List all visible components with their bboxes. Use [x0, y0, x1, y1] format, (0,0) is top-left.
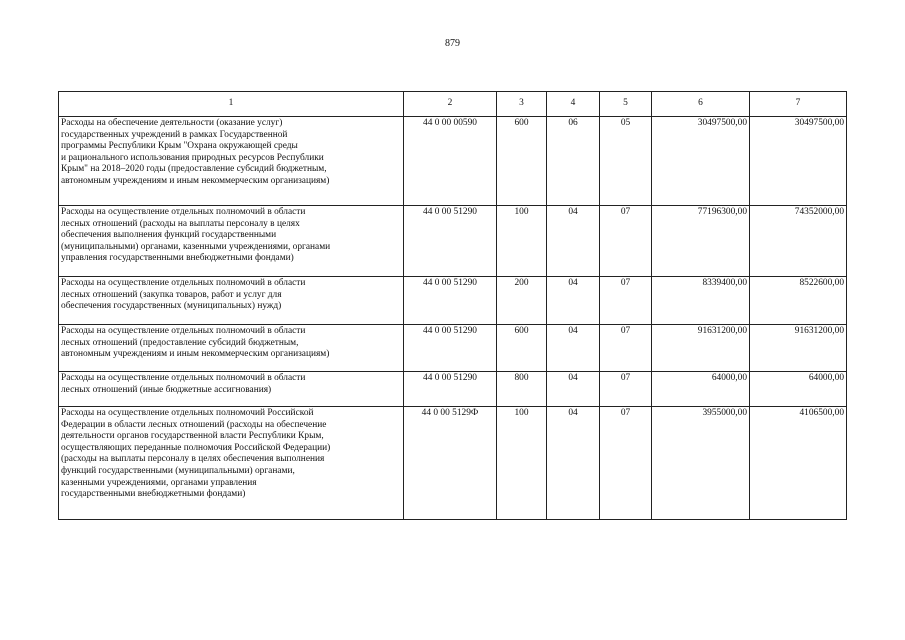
table-row — [59, 277, 847, 325]
amount-2-cell: 30497500,00 — [750, 117, 847, 206]
expense-type-cell: 800 — [497, 372, 547, 407]
description-line: лесных отношений (предоставление субсидий бюджетным, — [61, 337, 299, 348]
table-row — [59, 407, 847, 520]
amount-1-cell: 3955000,00 — [652, 407, 750, 520]
section-cell: 04 — [547, 206, 600, 277]
description-line: автономным учреждениям и иным некоммерческим организациям) — [61, 349, 330, 360]
target-code-cell: 44 0 00 51290 — [404, 277, 497, 325]
expense-type-cell: 200 — [497, 277, 547, 325]
subsection-cell: 07 — [600, 206, 652, 277]
row-description — [59, 325, 404, 372]
row-description — [59, 206, 404, 277]
amount-1-cell: 77196300,00 — [652, 206, 750, 277]
description-line: государственных учреждений в рамках Государственной — [61, 129, 288, 140]
description-line: обеспечения государственных (муниципальных) нужд) — [61, 301, 282, 312]
description-line: Расходы на осуществление отдельных полномочий Российской — [61, 408, 314, 418]
description-line: Крым" на 2018–2020 годы (предоставление субсидий бюджетным, — [61, 164, 327, 175]
target-code-cell: 44 0 00 00590 — [404, 117, 497, 206]
amount-2-cell: 91631200,00 — [750, 325, 847, 372]
subsection-cell: 07 — [600, 277, 652, 325]
header-cell-1: 1 — [59, 92, 404, 117]
section-cell: 04 — [547, 407, 600, 520]
row-description — [59, 407, 404, 520]
table-row — [59, 206, 847, 277]
description-line: Расходы на осуществление отдельных полномочий в области — [61, 207, 306, 217]
table-row — [59, 117, 847, 206]
header-cell-5: 5 — [600, 92, 652, 117]
description-line: деятельности органов государственной власти Республики Крым, — [61, 431, 324, 442]
page-number: 879 — [445, 38, 460, 49]
description-line: функций государственными (муниципальными) органами, — [61, 465, 295, 476]
subsection-cell: 05 — [600, 117, 652, 206]
description-line: лесных отношений (расходы на выплаты персоналу в целях — [61, 218, 300, 229]
table-row — [59, 325, 847, 372]
header-cell-6: 6 — [652, 92, 750, 117]
budget-table — [58, 91, 847, 520]
header-cell-4: 4 — [547, 92, 600, 117]
description-line: лесных отношений (иные бюджетные ассигнования) — [61, 384, 272, 395]
amount-2-cell: 8522600,00 — [750, 277, 847, 325]
amount-2-cell: 74352000,00 — [750, 206, 847, 277]
description-line: Расходы на осуществление отдельных полномочий в области — [61, 278, 306, 288]
amount-1-cell: 8339400,00 — [652, 277, 750, 325]
target-code-cell: 44 0 00 5129Ф — [404, 407, 497, 520]
description-line: Федерации в области лесных отношений (расходы на обеспечение — [61, 419, 327, 430]
header-cell-7: 7 — [750, 92, 847, 117]
description-line: Расходы на обеспечение деятельности (оказание услуг) — [61, 118, 283, 128]
description-line: программы Республики Крым "Охрана окружающей среды — [61, 141, 298, 152]
amount-1-cell: 30497500,00 — [652, 117, 750, 206]
target-code-cell: 44 0 00 51290 — [404, 372, 497, 407]
header-row — [59, 92, 847, 117]
amount-2-cell: 64000,00 — [750, 372, 847, 407]
target-code-cell: 44 0 00 51290 — [404, 325, 497, 372]
header-cell-2: 2 — [404, 92, 497, 117]
description-line: лесных отношений (закупка товаров, работ и услуг для — [61, 289, 282, 300]
subsection-cell: 07 — [600, 325, 652, 372]
section-cell: 04 — [547, 277, 600, 325]
description-line: Расходы на осуществление отдельных полномочий в области — [61, 326, 306, 336]
amount-2-cell: 4106500,00 — [750, 407, 847, 520]
expense-type-cell: 600 — [497, 117, 547, 206]
expense-type-cell: 100 — [497, 407, 547, 520]
section-cell: 06 — [547, 117, 600, 206]
description-line: обеспечения выполнения функций государственными — [61, 230, 277, 241]
description-line: управления государственными внебюджетными фондами) — [61, 253, 294, 264]
description-line: автономным учреждениям и иным некоммерческим организациям) — [61, 175, 330, 186]
section-cell: 04 — [547, 325, 600, 372]
amount-1-cell: 91631200,00 — [652, 325, 750, 372]
subsection-cell: 07 — [600, 407, 652, 520]
subsection-cell: 07 — [600, 372, 652, 407]
description-line: казенными учреждениями, органами управления — [61, 477, 257, 488]
row-description — [59, 277, 404, 325]
description-line: осуществляющих переданные полномочия Российской Федерации) — [61, 442, 331, 453]
amount-1-cell: 64000,00 — [652, 372, 750, 407]
description-line: (расходы на выплаты персоналу в целях обеспечения выполнения — [61, 454, 325, 465]
row-description — [59, 372, 404, 407]
header-cell-3: 3 — [497, 92, 547, 117]
expense-type-cell: 100 — [497, 206, 547, 277]
expense-type-cell: 600 — [497, 325, 547, 372]
section-cell: 04 — [547, 372, 600, 407]
description-line: и рационального использования природных ресурсов Республики — [61, 152, 324, 163]
table-row — [59, 372, 847, 407]
description-line: (муниципальными) органами, казенными учреждениями, органами — [61, 241, 331, 252]
description-line: Расходы на осуществление отдельных полномочий в области — [61, 373, 306, 383]
description-line: государственными внебюджетными фондами) — [61, 489, 246, 500]
row-description — [59, 117, 404, 206]
target-code-cell: 44 0 00 51290 — [404, 206, 497, 277]
